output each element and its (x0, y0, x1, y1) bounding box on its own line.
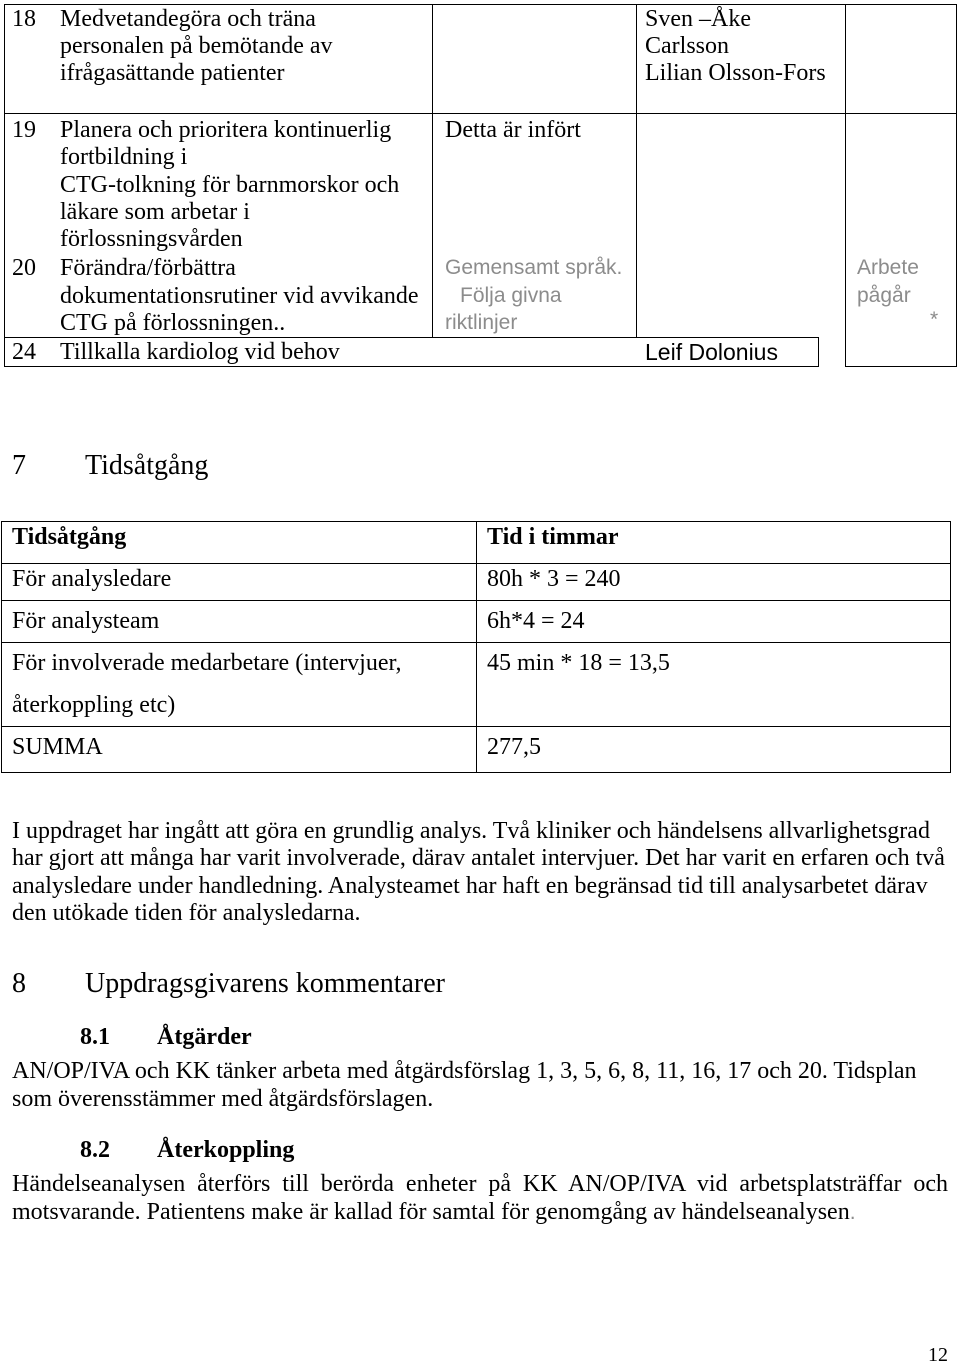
row-description-line: personalen på bemötande av (60, 33, 333, 59)
row-responsible-line: Carlsson (645, 33, 729, 59)
paragraph-line: Händelseanalysen återförs till berörda enheter på KK AN/OP/IVA vid arbetsplatsträffar och (12, 1171, 948, 1197)
table-border-right (950, 521, 951, 773)
paragraph-line: som överensstämmer med åtgärdsförslagen. (12, 1086, 434, 1112)
row-description-line: förlossningsvården (60, 226, 243, 252)
paragraph-line-text: motsvarande. Patientens make är kallad för samtal för genomgång av händelseanalysen (12, 1199, 850, 1225)
row-description: Tillkalla kardiolog vid behov (60, 339, 340, 365)
table-column-divider (845, 4, 846, 367)
table-column-divider (636, 4, 637, 337)
paragraph-line: har gjort att många har varit involverade, därav antalet intervjuer. Det har varit en erfaren och två (12, 845, 945, 871)
column-header-hours: Tid i timmar (487, 524, 619, 550)
row-progress-line: Arbete (857, 256, 919, 279)
section-title: Tidsåtgång (85, 450, 209, 481)
table-border-left (4, 4, 5, 367)
row-description-line: fortbildning i (60, 144, 188, 170)
activity-cell: återkoppling etc) (12, 692, 176, 718)
row-description-line: läkare som arbetar i (60, 199, 250, 225)
activity-cell: För involverade medarbetare (intervjuer, (12, 650, 402, 676)
table-column-divider (476, 521, 477, 773)
row-number: 20 (12, 255, 36, 281)
subsection-number: 8.2 (80, 1137, 110, 1163)
row-number: 19 (12, 117, 36, 143)
trailing-mark: . (849, 1201, 856, 1224)
total-value: 277,5 (487, 734, 541, 760)
subsection-number: 8.1 (80, 1024, 110, 1050)
section-number: 7 (12, 450, 26, 481)
hours-cell: 45 min * 18 = 13,5 (487, 650, 670, 676)
row-progress-line: pågår (857, 284, 911, 307)
subsection-title: Åtgärder (157, 1024, 252, 1050)
hours-cell: 6h*4 = 24 (487, 608, 585, 634)
table-border-bottom (4, 366, 819, 367)
table-column-divider (432, 4, 433, 337)
paragraph-line: I uppdraget har ingått att göra en grundlig analys. Två kliniker och händelsens allvarlighetsgrad (12, 818, 930, 844)
subsection-title: Återkoppling (157, 1137, 295, 1163)
row-status: Detta är infört (445, 117, 581, 143)
section-title: Uppdragsgivarens kommentarer (85, 968, 445, 999)
paragraph-line (12, 1198, 856, 1227)
paragraph-line: den utökade tiden för analysledarna. (12, 900, 361, 926)
section-number: 8 (12, 968, 26, 999)
row-description-line: CTG på förlossningen.. (60, 310, 286, 336)
row-responsible: Leif Dolonius (645, 339, 778, 365)
table-row-divider (4, 113, 957, 114)
row-number: 24 (12, 339, 36, 365)
row-description-line: dokumentationsrutiner vid avvikande (60, 283, 419, 309)
table-border-left (1, 521, 2, 773)
activity-cell: För analysteam (12, 608, 160, 634)
table-border-bottom (845, 366, 957, 367)
column-header-activity: Tidsåtgång (12, 524, 127, 550)
table-border-right (956, 4, 957, 367)
table-column-divider (818, 337, 819, 367)
paragraph-line: AN/OP/IVA och KK tänker arbeta med åtgärdsförslag 1, 3, 5, 6, 8, 11, 16, 17 och 20. Tidsplan (12, 1058, 917, 1084)
row-progress-mark: * (930, 308, 939, 331)
activity-cell: För analysledare (12, 566, 172, 592)
row-description-line: Planera och prioritera kontinuerlig (60, 117, 392, 143)
page-number: 12 (928, 1344, 948, 1366)
row-responsible-line: Lilian Olsson-Fors (645, 60, 826, 86)
row-description-line: Medvetandegöra och träna (60, 6, 316, 32)
row-description-line: CTG-tolkning för barnmorskor och (60, 172, 400, 198)
row-status-line: Följa givna (460, 284, 562, 307)
row-status-line: Gemensamt språk. (445, 256, 623, 279)
paragraph-line: analysledare under handledning. Analysteamet har haft en begränsad tid till analysarbetet därav (12, 873, 928, 899)
row-status-line: riktlinjer (445, 311, 518, 334)
row-description-line: ifrågasättande patienter (60, 60, 285, 86)
row-number: 18 (12, 6, 36, 32)
total-label: SUMMA (12, 734, 103, 760)
row-description-line: Förändra/förbättra (60, 255, 236, 281)
hours-cell: 80h * 3 = 240 (487, 566, 621, 592)
row-responsible-line: Sven –Åke (645, 6, 751, 32)
